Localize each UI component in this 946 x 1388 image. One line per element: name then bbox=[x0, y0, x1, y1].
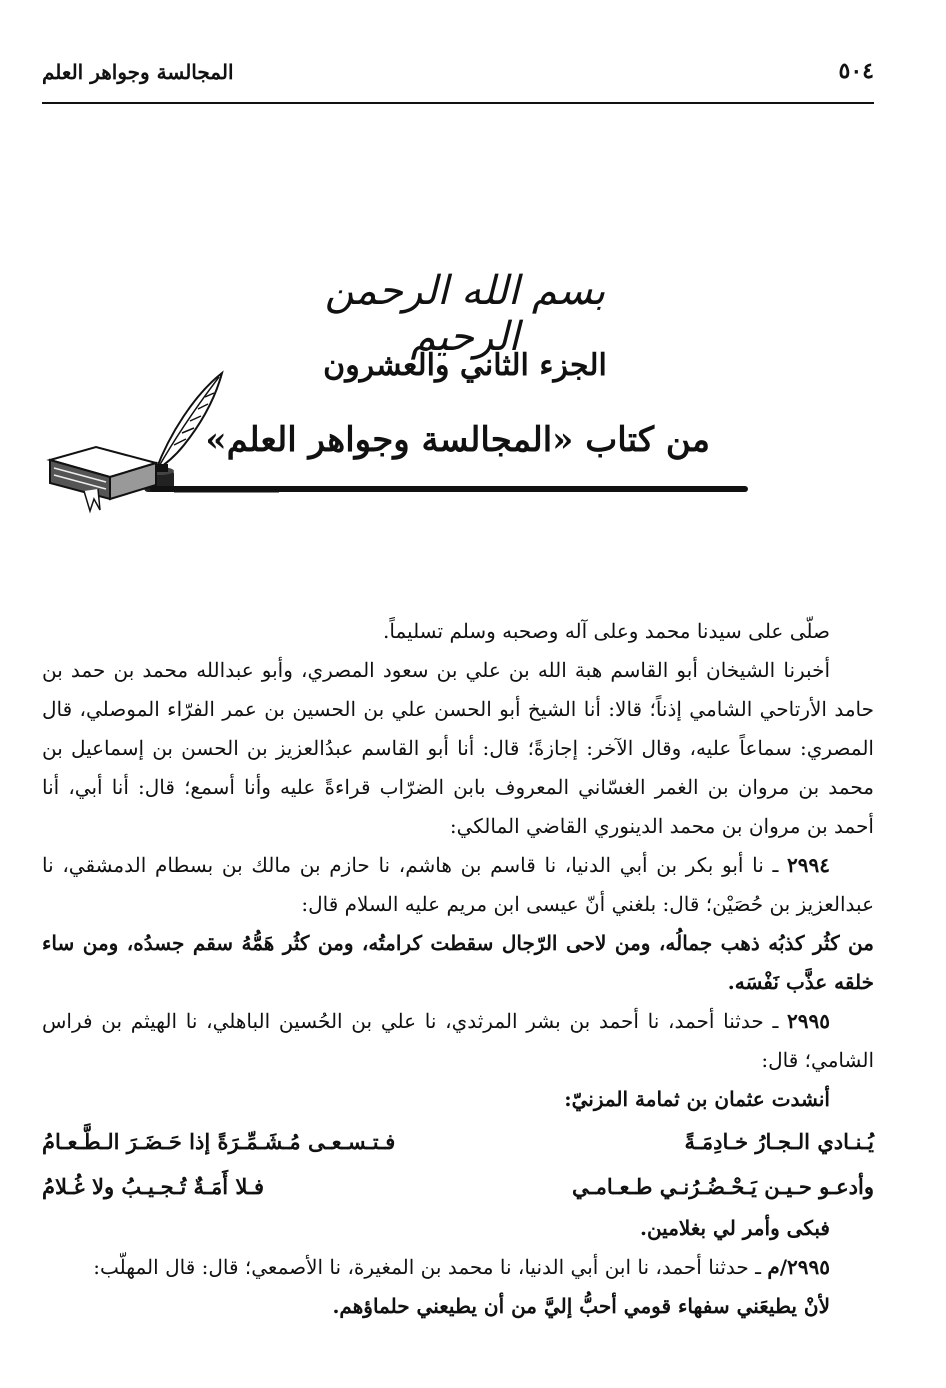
poem-intro: أنشدت عثمان بن ثمامة المزنيّ: bbox=[564, 1087, 830, 1111]
saying-2995m: لأنْ يطيعَني سفهاء قومي أحبُّ إليَّ من أن يطيعني حلماؤهم. bbox=[332, 1294, 830, 1318]
hadith-2994 bbox=[42, 846, 874, 924]
basmala: بسم الله الرحمن الرحيم bbox=[324, 268, 606, 360]
hadith-2995m bbox=[42, 1248, 874, 1287]
entry-number: ٢٩٩٥/م bbox=[767, 1255, 830, 1279]
book-title: من كتاب «المجالسة وجواهر العلم» bbox=[205, 420, 710, 460]
header-rule bbox=[42, 102, 874, 104]
hadith-2995 bbox=[42, 1002, 874, 1080]
entry-number: ٢٩٩٤ bbox=[787, 853, 831, 877]
running-header bbox=[42, 58, 874, 98]
page-number: ٥٠٤ bbox=[838, 58, 874, 84]
title-rule bbox=[150, 486, 748, 492]
verse-hemistich: وأدعـو حـيـن يَـحْـضُـرُنـي طـعـامـي bbox=[571, 1174, 874, 1199]
poem-outro: فبكى وأمر لي بغلامين. bbox=[639, 1216, 830, 1240]
entry-number: ٢٩٩٥ bbox=[787, 1009, 830, 1033]
isnad-paragraph: أخبرنا الشيخان أبو القاسم هبة الله بن علي بن سعود المصري، وأبو عبدالله محمد بن حمد بن حامد الأرتاحي الشامي إذناً؛ قالا: أنا الشيخ أبو الحسن علي بن الحسين بن عمر الفرّاء الموصلي، قال المصري: سماعاً عليه، وقال الآخر: إجازةً؛ قال: أنا أبو القاسم عبدُالعزيز بن الحسن بن إسماعيل بن محمد بن مروان بن الغمر الغسّاني المعروف بابن الضرّاب قراءةً عليه وأنا أسمع؛ قال: أنا أبي، أنا أحمد بن مروان بن محمد الدينوري القاضي المالكي: bbox=[42, 658, 874, 838]
verse-hemistich: يُـنـادي الـجـارُ خـادِمَـةً bbox=[684, 1129, 874, 1154]
running-title: المجالسة وجواهر العلم bbox=[42, 60, 234, 84]
entry-chain: ـ نا أبو بكر بن أبي الدنيا، نا قاسم بن هاشم، نا حازم بن مالك بن بسطام الدمشقي، نا عبدالعزيز بن حُصَيْن؛ قال: بلغني أنّ عيسى ابن مريم عليه السلام قال: bbox=[42, 853, 874, 916]
verse-line-2 bbox=[42, 1164, 874, 1209]
entry-chain: ـ حدثنا أحمد، نا أحمد بن بشر المرثدي، نا علي بن الحُسين الباهلي، نا الهيثم بن فراس الشامي؛ قال: bbox=[42, 1009, 874, 1072]
opening-prayer: صلّى على سيدنا محمد وعلى آله وصحبه وسلم تسليماً. bbox=[383, 619, 830, 643]
saying-2994: من كثُر كذبُه ذهب جمالُه، ومن لاحى الرّجال سقطت كرامتُه، ومن كثُر هَمُّهُ سقم جسدُه، ومن ساء خلقه عذَّب نَفْسَه. bbox=[42, 931, 874, 994]
entry-chain: ـ حدثنا أحمد، نا ابن أبي الدنيا، نا محمد بن المغيرة، نا الأصمعي؛ قال: قال المهلّب: bbox=[93, 1255, 761, 1279]
part-title: الجزء الثاني والعشرون bbox=[323, 348, 607, 383]
body-text bbox=[42, 612, 874, 1326]
verse-line-1 bbox=[42, 1119, 874, 1164]
verse-hemistich: فـتـسـعـى مُـشَـمِّـرَةً إذا حَـضَـرَ الـطَّـعـامُ bbox=[42, 1129, 396, 1154]
verse-hemistich: فـلا أَمَـةٌ تُـجـيـبُ ولا غُـلامُ bbox=[42, 1174, 265, 1199]
